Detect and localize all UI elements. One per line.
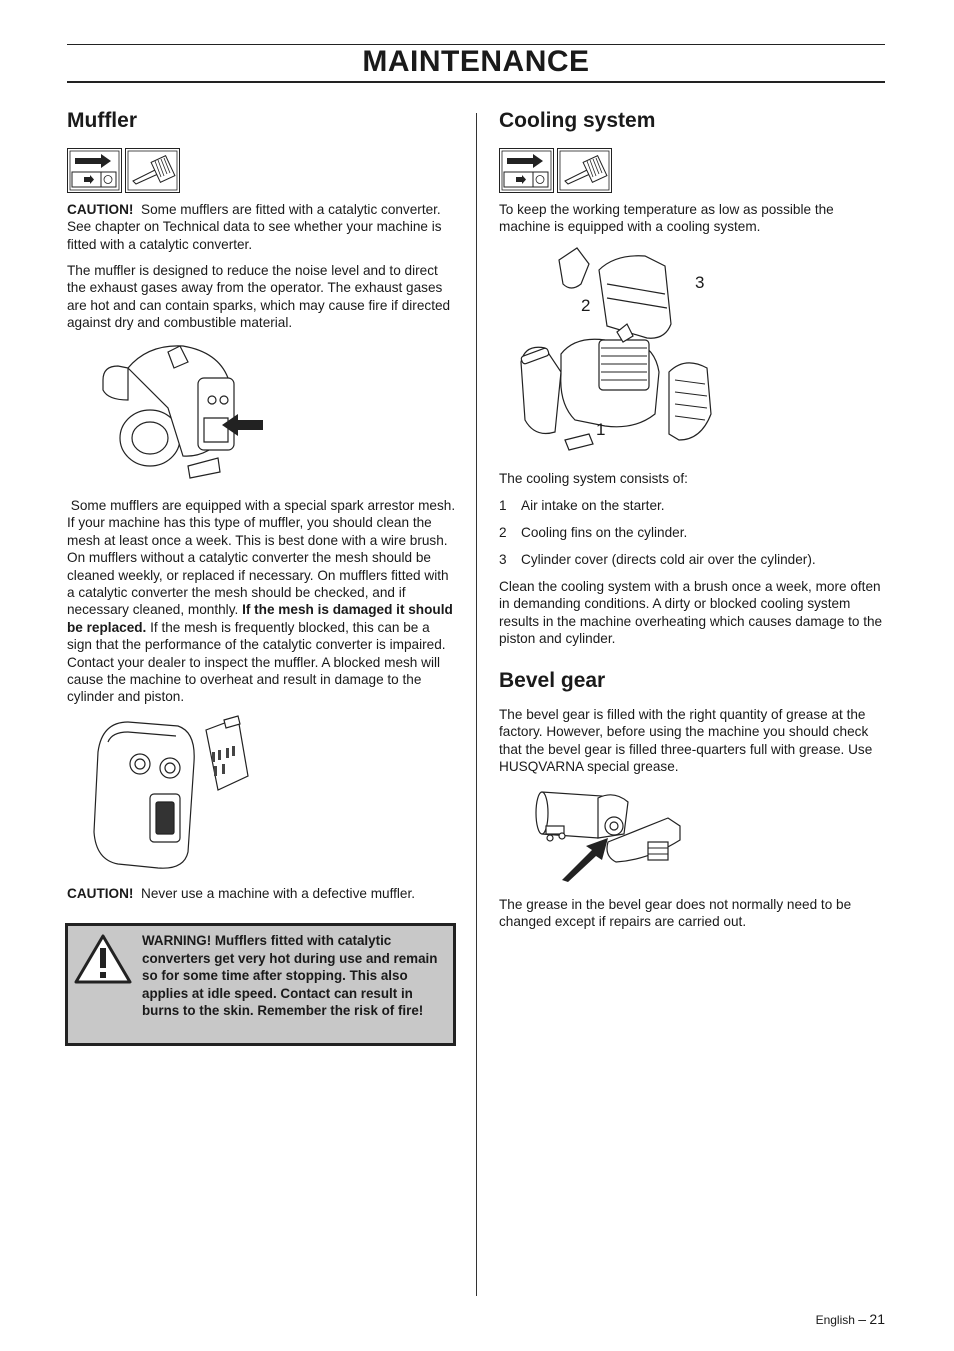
caution2-text: Never use a machine with a defective muffler. — [141, 886, 416, 901]
cooling-clean-paragraph: Clean the cooling system with a brush once a week, more often in demanding conditions. A dirty or blocked cooling system results in the machine overheating which causes damage to the piston and cylinder. — [499, 579, 883, 647]
list-item-text: Cooling fins on the cylinder. — [521, 525, 688, 540]
bevel-grease-paragraph: The grease in the bevel gear does not normally need to be changed except if repairs are carried out. — [499, 897, 852, 930]
page-footer — [816, 1311, 885, 1327]
engine-muffler-illustration — [88, 338, 268, 488]
cooling-consists-of: The cooling system consists of: — [499, 471, 688, 486]
footer-language: English — [815, 1313, 855, 1327]
page-title: MAINTENANCE — [362, 45, 590, 78]
cooling-tool-icons — [499, 148, 613, 194]
list-item-text: Air intake on the starter. — [521, 498, 665, 513]
list-item — [499, 497, 665, 514]
callout-1: 1 — [596, 420, 606, 439]
callout-2: 2 — [581, 296, 591, 315]
cooling-system-heading: Cooling system — [499, 109, 656, 132]
maintenance-icon — [67, 148, 181, 194]
muffler-heading: Muffler — [67, 109, 137, 132]
caution-text: Some mufflers are fitted with a catalytic converter. See chapter on Technical data to see whether your machine is fitted with a catalytic converter. — [67, 202, 442, 252]
page-number: 21 — [869, 1311, 885, 1327]
list-item-number: 2 — [499, 525, 507, 540]
list-item-number: 1 — [499, 498, 507, 513]
muffler-purpose-paragraph: The muffler is designed to reduce the noise level and to direct the exhaust gases away from the operator. The exhaust gases are hot and can contain sparks, which may cause fire if directed against dry and combustible material. — [67, 263, 451, 331]
muffler-defective-caution — [67, 885, 455, 902]
muffler-caution-paragraph — [67, 201, 455, 253]
footer-dash: – — [858, 1311, 867, 1327]
list-item — [499, 551, 816, 568]
caution2-label: CAUTION! — [67, 886, 134, 901]
spark-arrestor-paragraph — [67, 497, 457, 706]
cooling-system-illustration — [515, 244, 715, 456]
bevel-gear-illustration — [518, 782, 688, 882]
warning-box — [65, 923, 456, 1046]
spark-arrestor-text-a: Some mufflers are equipped with a special spark arrestor mesh. If your machine has this type of muffler, you should clean the mesh at least once a week. This is best done with a wire brush. On mufflers without a catalytic converter the mesh should be cleaned weekly, or replaced if necessary. On mufflers fitted with a catalytic converter the mesh should be checked, and if necessary cleaned, monthly. — [67, 498, 456, 618]
warning-triangle-icon — [74, 934, 132, 984]
muffler-mesh-illustration — [88, 712, 278, 872]
muffler-tool-icons — [67, 148, 181, 194]
list-item — [499, 524, 687, 541]
cooling-intro: To keep the working temperature as low as possible the machine is equipped with a cooling system. — [499, 202, 834, 235]
callout-3: 3 — [695, 273, 705, 292]
spark-arrestor-text-b: If the mesh is frequently blocked, this can be a sign that the performance of the catalytic converter is impaired. Contact your dealer to inspect the muffler. A blocked mesh will cause the machine to overheat and result in damage to the cylinder and piston. — [67, 619, 446, 705]
bevel-gear-heading: Bevel gear — [499, 669, 606, 692]
header-bottom-rule — [67, 81, 885, 83]
column-divider — [476, 113, 477, 1296]
list-item-text: Cylinder cover (directs cold air over the cylinder). — [521, 552, 816, 567]
warning-text: WARNING! Mufflers fitted with catalytic converters get very hot during use and remain so for some time after stopping. This also applies at idle speed. Contact can result in burns to the skin. Remember the risk of fire! — [142, 933, 438, 1019]
maintenance-icon — [499, 148, 613, 194]
spark-arrestor-bold: If the mesh is damaged it should be replaced. — [67, 602, 453, 635]
caution-label: CAUTION! — [67, 202, 134, 217]
list-item-number: 3 — [499, 552, 507, 567]
bevel-gear-paragraph: The bevel gear is filled with the right quantity of grease at the factory. However, before using the machine you should check that the bevel gear is filled three-quarters full with grease. Use HUSQVARNA special grease. — [499, 707, 873, 775]
